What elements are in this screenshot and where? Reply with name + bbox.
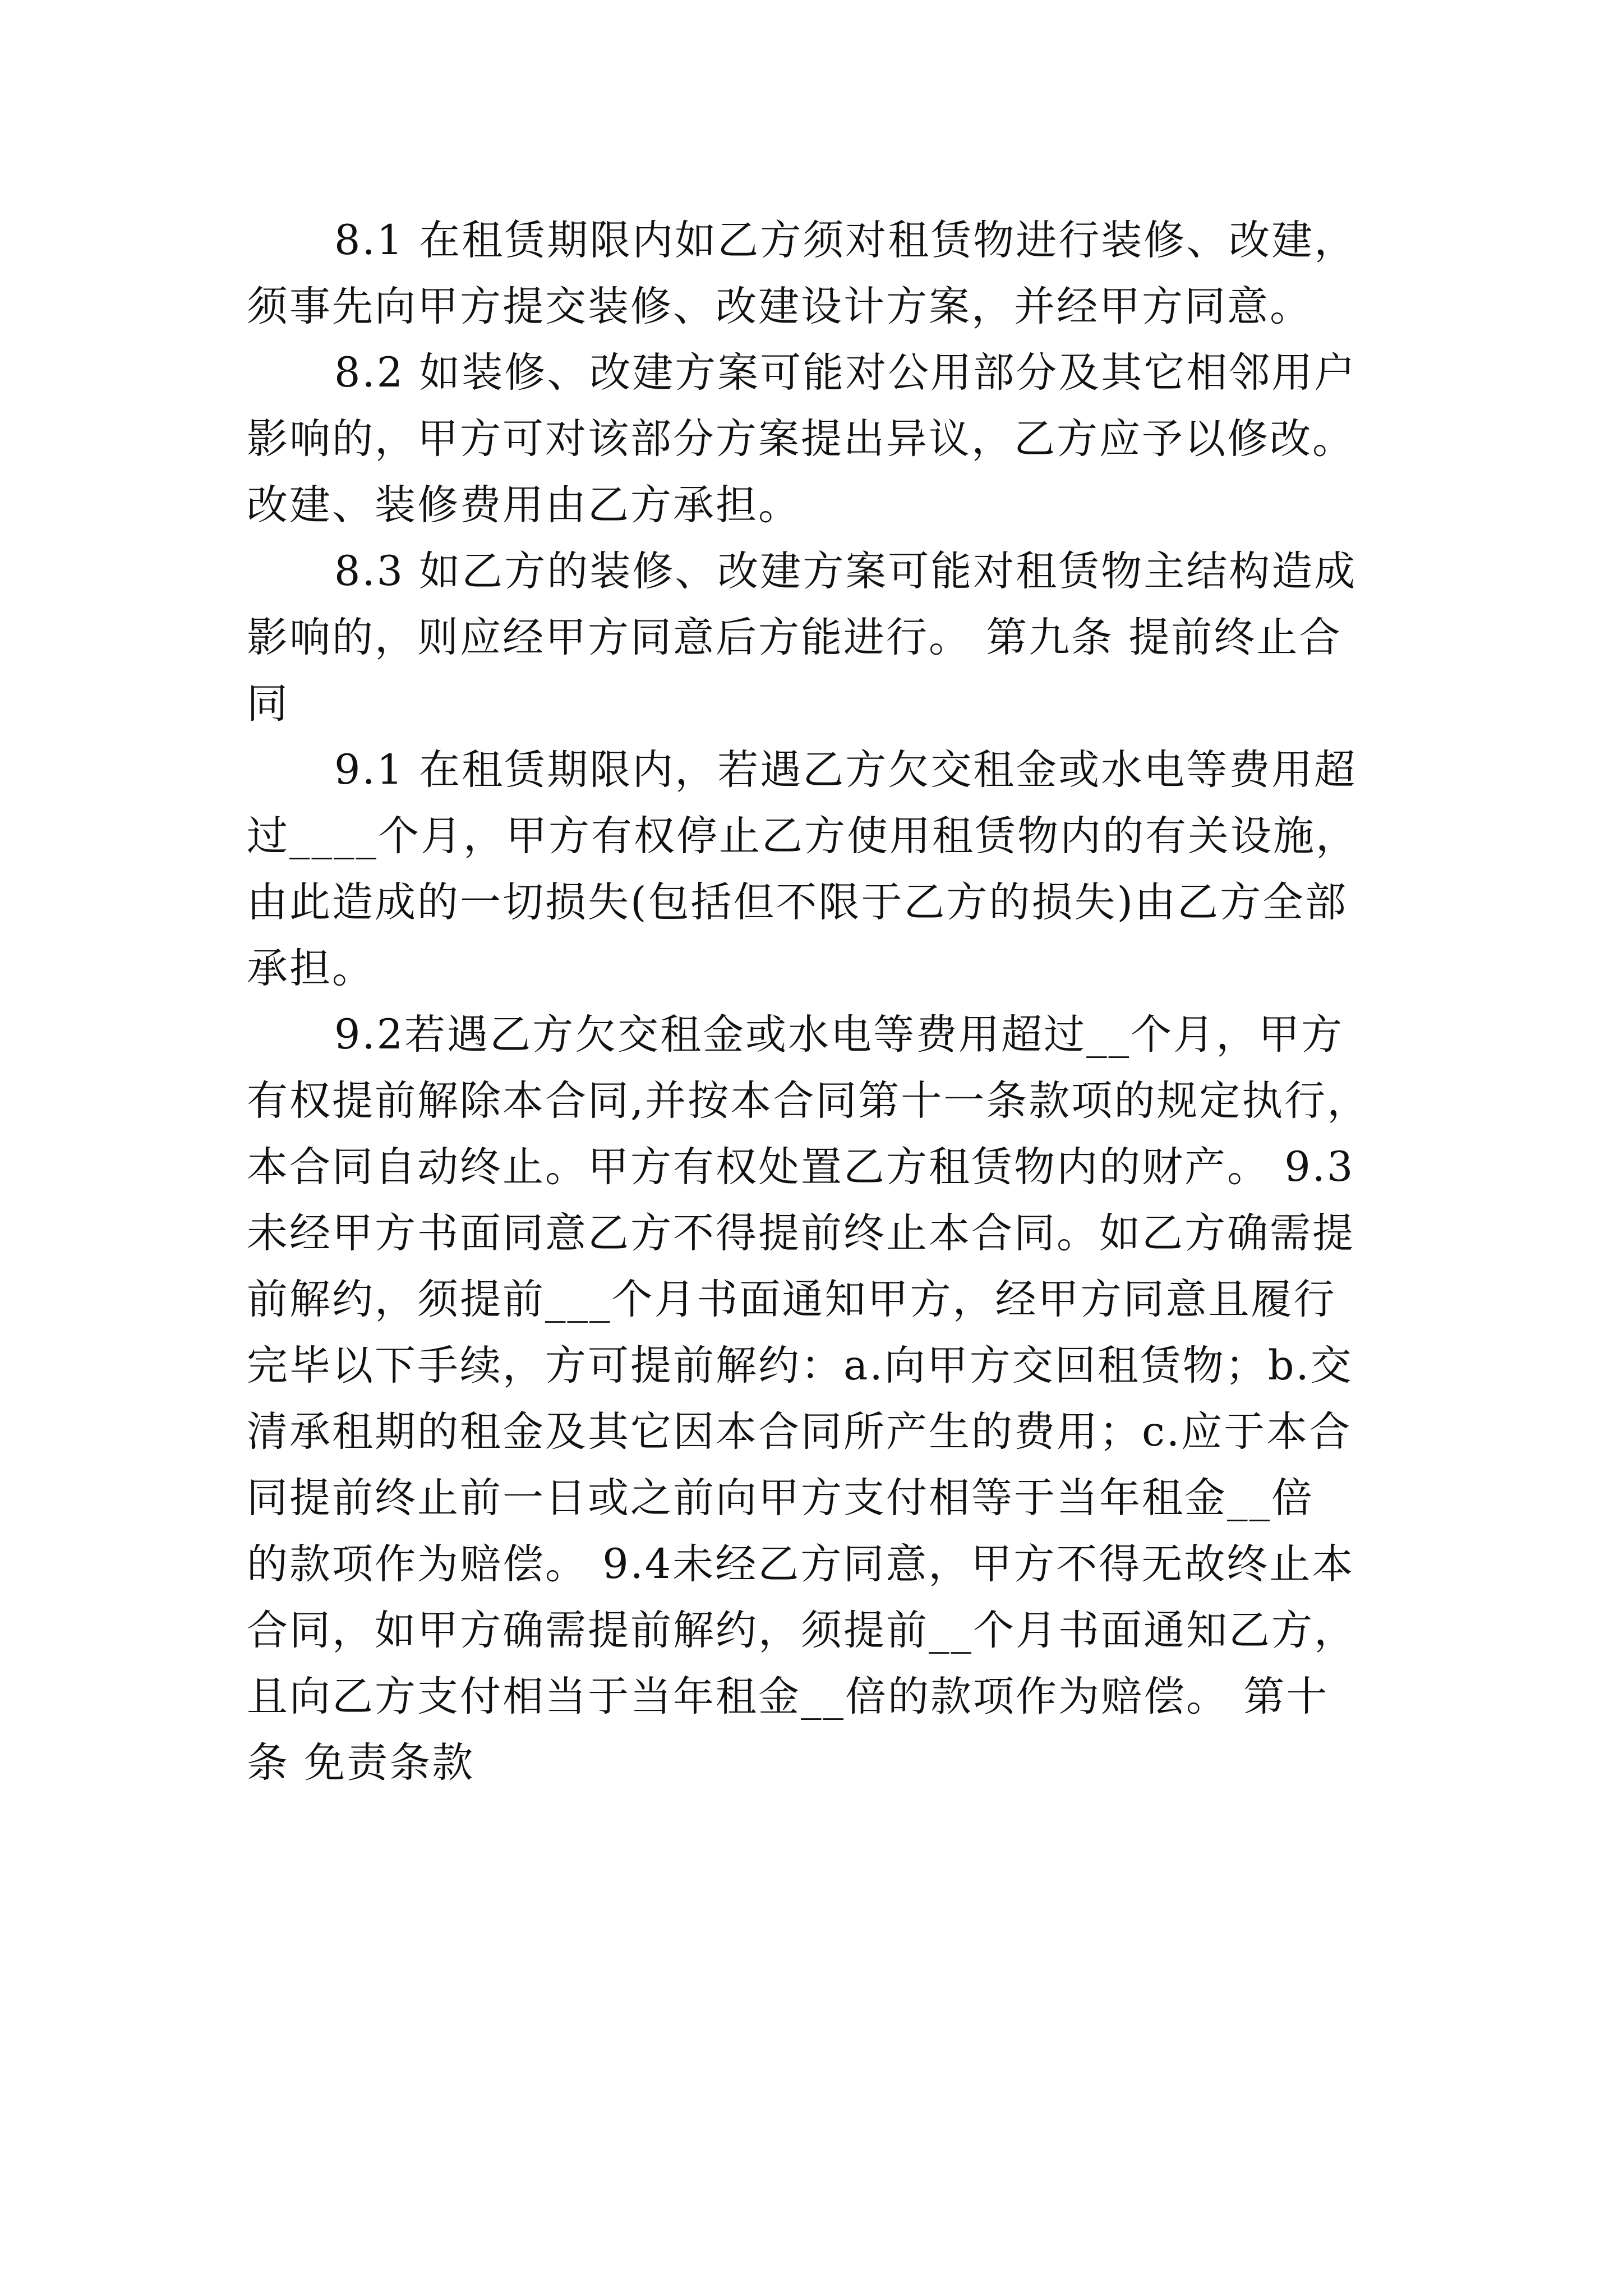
- text-line: 同: [247, 680, 289, 728]
- document-body: [247, 208, 1402, 1796]
- text-line: 完毕以下手续，方可提前解约：a.向甲方交回租赁物；b.交: [247, 1342, 1353, 1389]
- text-line: 本合同自动终止。甲方有权处置乙方租赁物内的财产。 9.3: [247, 1143, 1355, 1191]
- text-line: 条 免责条款: [247, 1739, 475, 1787]
- text-line: 承担。: [247, 945, 375, 992]
- text-line: 有权提前解除本合同,并按本合同第十一条款项的规定执行，: [247, 1077, 1370, 1125]
- text-line: 合同，如甲方确需提前解约，须提前__个月书面通知乙方，: [247, 1607, 1357, 1654]
- text-line: 同提前终止前一日或之前向甲方支付相等于当年租金__倍: [247, 1474, 1314, 1522]
- text-line: 改建、装修费用由乙方承担。: [247, 481, 801, 529]
- text-line: 8.2 如装修、改建方案可能对公用部分及其它相邻用户: [334, 349, 1357, 397]
- text-line: 未经甲方书面同意乙方不得提前终止本合同。如乙方确需提: [247, 1209, 1355, 1257]
- text-line: 8.3 如乙方的装修、改建方案可能对租赁物主结构造成: [334, 547, 1357, 595]
- text-line: 过____个月，甲方有权停止乙方使用租赁物内的有关设施，: [247, 812, 1358, 860]
- text-line: 须事先向甲方提交装修、改建设计方案，并经甲方同意。: [247, 283, 1312, 330]
- text-line: 清承租期的租金及其它因本合同所产生的费用；c.应于本合: [247, 1408, 1352, 1456]
- text-line: 的款项作为赔偿。 9.4未经乙方同意，甲方不得无故终止本: [247, 1540, 1355, 1588]
- text-line: 9.1 在租赁期限内，若遇乙方欠交租金或水电等费用超: [334, 746, 1357, 794]
- text-line: 8.1 在租赁期限内如乙方须对租赁物进行装修、改建，: [334, 217, 1357, 264]
- text-line: 影响的，甲方可对该部分方案提出异议，乙方应予以修改。: [247, 415, 1355, 463]
- text-line: 9.2若遇乙方欠交租金或水电等费用超过__个月，甲方: [334, 1011, 1344, 1059]
- text-line: 且向乙方支付相当于当年租金__倍的款项作为赔偿。 第十: [247, 1673, 1329, 1720]
- text-line: 影响的，则应经甲方同意后方能进行。 第九条 提前终止合: [247, 614, 1342, 661]
- text-line: 前解约，须提前___个月书面通知甲方，经甲方同意且履行: [247, 1276, 1336, 1323]
- text-line: 由此造成的一切损失(包括但不限于乙方的损失)由乙方全部: [247, 878, 1348, 926]
